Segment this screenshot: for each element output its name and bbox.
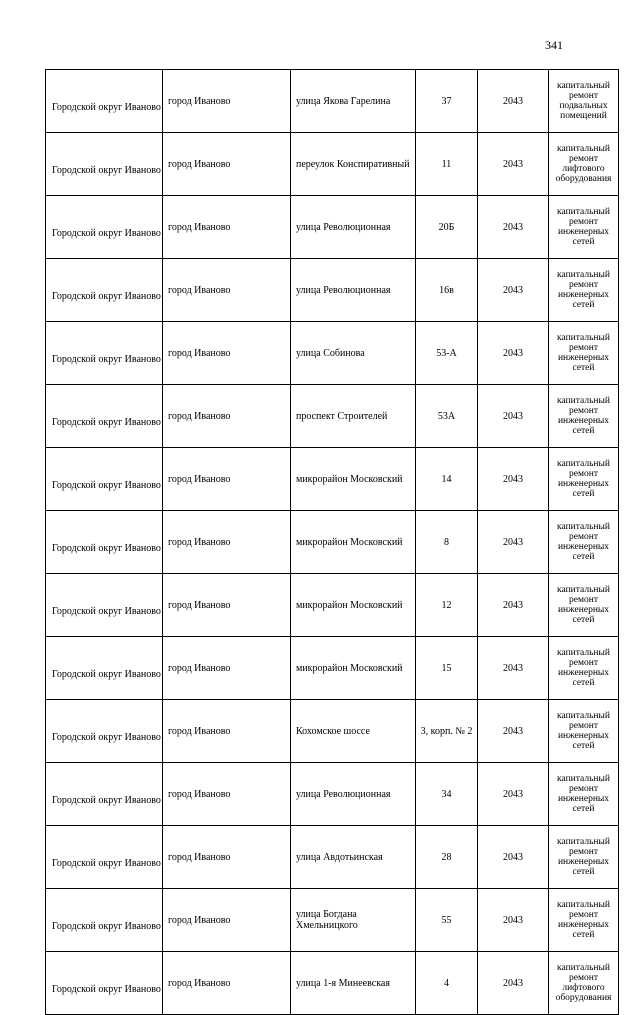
district-cell: Городской округ Иваново [46, 196, 163, 259]
work-type-cell: капитальный ремонт инженерных сетей [549, 637, 619, 700]
house-number-cell: 12 [416, 574, 478, 637]
work-type-cell: капитальный ремонт подвальных помещений [549, 70, 619, 133]
settlement-cell: город Иваново [163, 700, 291, 763]
table-body [46, 70, 619, 1015]
work-type-cell: капитальный ремонт инженерных сетей [549, 889, 619, 952]
house-number-cell: 34 [416, 763, 478, 826]
district-cell: Городской округ Иваново [46, 259, 163, 322]
year-cell: 2043 [478, 700, 549, 763]
table-row [46, 196, 619, 259]
table-row [46, 70, 619, 133]
work-type-cell: капитальный ремонт инженерных сетей [549, 826, 619, 889]
settlement-cell: город Иваново [163, 133, 291, 196]
district-cell: Городской округ Иваново [46, 763, 163, 826]
district-cell: Городской округ Иваново [46, 70, 163, 133]
settlement-cell: город Иваново [163, 952, 291, 1015]
work-type-cell: капитальный ремонт инженерных сетей [549, 511, 619, 574]
district-cell: Городской округ Иваново [46, 952, 163, 1015]
year-cell: 2043 [478, 511, 549, 574]
house-number-cell: 53-А [416, 322, 478, 385]
year-cell: 2043 [478, 196, 549, 259]
street-cell: улица Революционная [291, 763, 416, 826]
house-number-cell: 14 [416, 448, 478, 511]
district-cell: Городской округ Иваново [46, 826, 163, 889]
work-type-cell: капитальный ремонт инженерных сетей [549, 196, 619, 259]
house-number-cell: 55 [416, 889, 478, 952]
year-cell: 2043 [478, 133, 549, 196]
settlement-cell: город Иваново [163, 448, 291, 511]
year-cell: 2043 [478, 322, 549, 385]
settlement-cell: город Иваново [163, 259, 291, 322]
settlement-cell: город Иваново [163, 826, 291, 889]
year-cell: 2043 [478, 385, 549, 448]
street-cell: улица Богдана Хмельницкого [291, 889, 416, 952]
year-cell: 2043 [478, 70, 549, 133]
district-cell: Городской округ Иваново [46, 385, 163, 448]
year-cell: 2043 [478, 763, 549, 826]
page-number: 341 [545, 38, 563, 52]
work-type-cell: капитальный ремонт инженерных сетей [549, 385, 619, 448]
settlement-cell: город Иваново [163, 637, 291, 700]
table-row [46, 511, 619, 574]
settlement-cell: город Иваново [163, 70, 291, 133]
street-cell: улица Авдотьинская [291, 826, 416, 889]
work-type-cell: капитальный ремонт лифтового оборудования [549, 133, 619, 196]
district-cell: Городской округ Иваново [46, 700, 163, 763]
work-type-cell: капитальный ремонт инженерных сетей [549, 448, 619, 511]
table-row [46, 259, 619, 322]
year-cell: 2043 [478, 826, 549, 889]
table-row [46, 385, 619, 448]
house-number-cell: 11 [416, 133, 478, 196]
house-number-cell: 3, корп. № 2 [416, 700, 478, 763]
house-number-cell: 20Б [416, 196, 478, 259]
table-row [46, 322, 619, 385]
year-cell: 2043 [478, 889, 549, 952]
district-cell: Городской округ Иваново [46, 322, 163, 385]
district-cell: Городской округ Иваново [46, 574, 163, 637]
table-row [46, 763, 619, 826]
table-row [46, 448, 619, 511]
table-row [46, 637, 619, 700]
district-cell: Городской округ Иваново [46, 133, 163, 196]
year-cell: 2043 [478, 574, 549, 637]
street-cell: переулок Конспиративный [291, 133, 416, 196]
table-row [46, 574, 619, 637]
year-cell: 2043 [478, 952, 549, 1015]
street-cell: улица 1-я Минеевская [291, 952, 416, 1015]
street-cell: микрорайон Московский [291, 637, 416, 700]
settlement-cell: город Иваново [163, 322, 291, 385]
year-cell: 2043 [478, 448, 549, 511]
house-number-cell: 37 [416, 70, 478, 133]
street-cell: Кохомское шоссе [291, 700, 416, 763]
work-type-cell: капитальный ремонт инженерных сетей [549, 763, 619, 826]
table-row [46, 700, 619, 763]
street-cell: проспект Строителей [291, 385, 416, 448]
settlement-cell: город Иваново [163, 889, 291, 952]
work-type-cell: капитальный ремонт инженерных сетей [549, 322, 619, 385]
street-cell: улица Революционная [291, 259, 416, 322]
district-cell: Городской округ Иваново [46, 511, 163, 574]
table-row [46, 889, 619, 952]
house-number-cell: 8 [416, 511, 478, 574]
house-number-cell: 4 [416, 952, 478, 1015]
house-number-cell: 16в [416, 259, 478, 322]
district-cell: Городской округ Иваново [46, 889, 163, 952]
settlement-cell: город Иваново [163, 385, 291, 448]
table-row [46, 826, 619, 889]
street-cell: микрорайон Московский [291, 448, 416, 511]
table-row [46, 952, 619, 1015]
street-cell: микрорайон Московский [291, 511, 416, 574]
year-cell: 2043 [478, 637, 549, 700]
work-type-cell: капитальный ремонт лифтового оборудования [549, 952, 619, 1015]
repair-schedule-table [45, 69, 619, 1015]
street-cell: улица Якова Гарелина [291, 70, 416, 133]
settlement-cell: город Иваново [163, 763, 291, 826]
house-number-cell: 28 [416, 826, 478, 889]
settlement-cell: город Иваново [163, 196, 291, 259]
work-type-cell: капитальный ремонт инженерных сетей [549, 700, 619, 763]
settlement-cell: город Иваново [163, 511, 291, 574]
house-number-cell: 53А [416, 385, 478, 448]
street-cell: улица Революционная [291, 196, 416, 259]
work-type-cell: капитальный ремонт инженерных сетей [549, 259, 619, 322]
district-cell: Городской округ Иваново [46, 637, 163, 700]
district-cell: Городской округ Иваново [46, 448, 163, 511]
table-row [46, 133, 619, 196]
settlement-cell: город Иваново [163, 574, 291, 637]
year-cell: 2043 [478, 259, 549, 322]
street-cell: улица Собинова [291, 322, 416, 385]
work-type-cell: капитальный ремонт инженерных сетей [549, 574, 619, 637]
house-number-cell: 15 [416, 637, 478, 700]
street-cell: микрорайон Московский [291, 574, 416, 637]
